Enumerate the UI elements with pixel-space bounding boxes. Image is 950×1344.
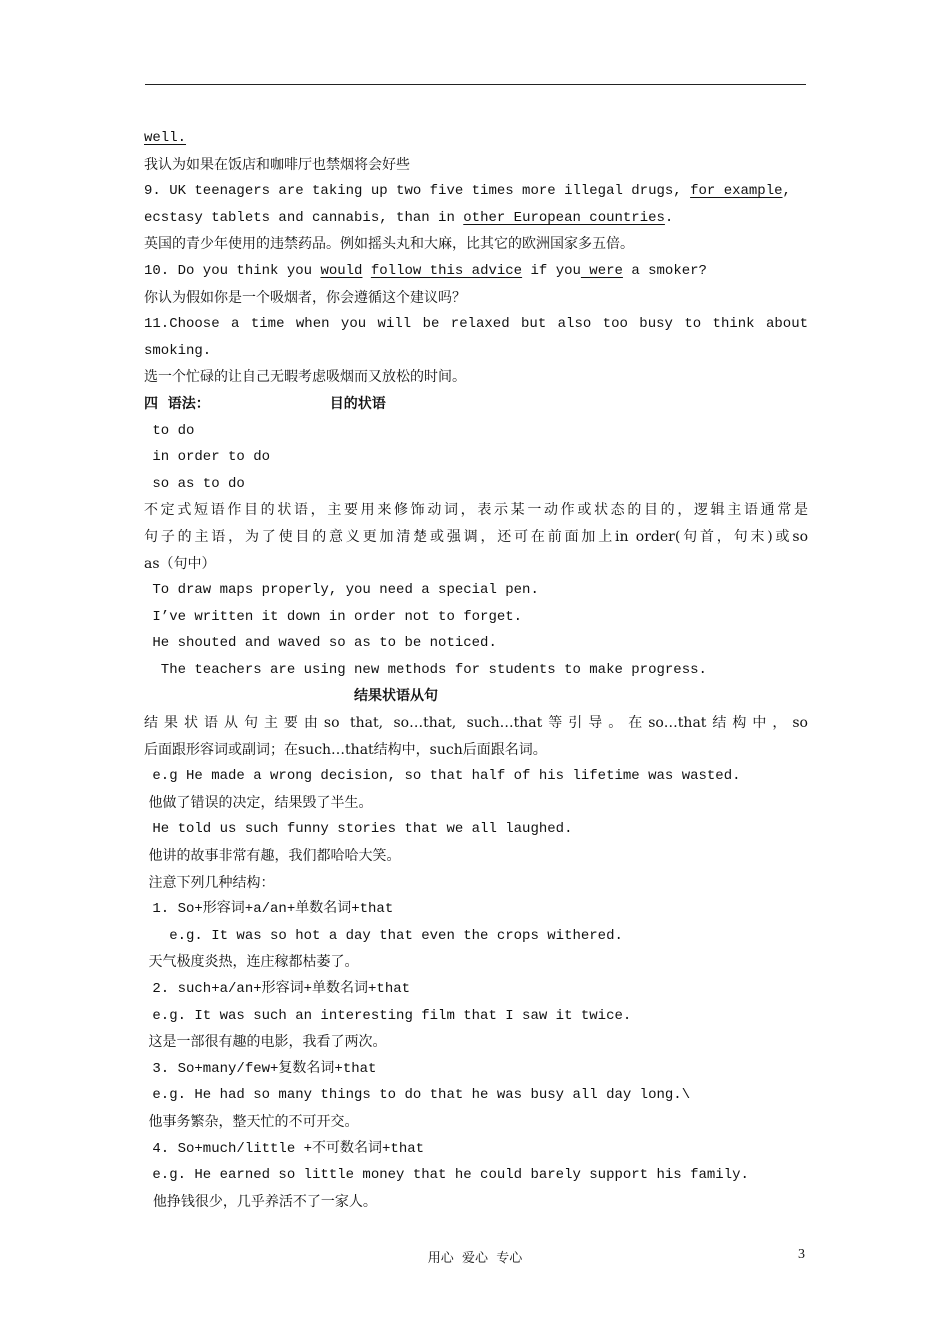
example-line: e.g. He earned so little money that he could barely support his family. xyxy=(144,1167,749,1184)
structure-line: 4. So+much/little +不可数名词+that xyxy=(144,1140,425,1157)
example-line: e.g He made a wrong decision, so that half of his lifetime was wasted. xyxy=(144,768,741,785)
sentence-9-line-2: ecstasy tablets and cannabis, than in other European countries. xyxy=(144,209,674,226)
example-line: He told us such funny stories that we all laughed. xyxy=(144,821,573,838)
pattern-line: so as to do xyxy=(144,475,245,492)
example-line: The teachers are using new methods for students to make progress. xyxy=(144,661,707,678)
example-line: e.g. It was so hot a day that even the crops withered. xyxy=(144,927,623,944)
structure-line: 2. such+a/an+形容词+单数名词+that xyxy=(144,981,411,997)
translation-line: 他挣钱很少，几乎养活不了一家人。 xyxy=(144,1193,377,1210)
page-number: 3 xyxy=(798,1247,805,1262)
structure-line: 1. So+形容词+a/an+单数名词+that xyxy=(144,901,394,918)
translation-line: 他做了错误的决定，结果毁了半生。 xyxy=(144,794,373,811)
structure-line: 3. So+many/few+复数名词+that xyxy=(144,1060,377,1077)
sentence-11-line-1: 11.Choose a time when you will be relaxed but also too busy to think about xyxy=(144,316,808,333)
example-line: e.g. He had so many things to do that he was busy all day long.\ xyxy=(144,1087,691,1104)
text-line: well. xyxy=(144,130,187,146)
sentence-9-line-1: 9. UK teenagers are taking up two five times more illegal drugs, for example, xyxy=(144,183,791,200)
translation-line: 他讲的故事非常有趣，我们都哈哈大笑。 xyxy=(144,848,401,865)
note-line: 注意下列几种结构： xyxy=(144,874,275,891)
explanation-line: 后面跟形容词或副词；在such…that结构中，such后面跟名词。 xyxy=(144,741,547,758)
explanation-line: 结果状语从句主要由so that, so…that, such…that等引导。在so…that结构中，so xyxy=(144,715,808,732)
translation-line: 这是一部很有趣的电影，我看了两次。 xyxy=(144,1034,387,1051)
document-body xyxy=(144,125,808,1215)
section-heading-result-clause: 结果状语从句 xyxy=(354,688,438,705)
translation-line: 他事务繁杂，整天忙的不可开交。 xyxy=(144,1113,359,1130)
example-line: He shouted and waved so as to be noticed. xyxy=(144,635,497,652)
sentence-11-line-2: smoking. xyxy=(144,342,212,359)
pattern-line: to do xyxy=(144,422,195,439)
translation-line: 英国的青少年使用的违禁药品。例如摇头丸和大麻，比其它的欧洲国家多五倍。 xyxy=(144,236,634,253)
translation-line: 我认为如果在饭店和咖啡厅也禁烟将会好些 xyxy=(144,156,410,173)
page-footer xyxy=(0,1247,950,1269)
explanation-line: as（句中） xyxy=(144,555,216,572)
sentence-10: 10. Do you think you would follow this advice if you were a smoker? xyxy=(144,262,707,279)
example-line: e.g. It was such an interesting film that I saw it twice. xyxy=(144,1007,632,1024)
example-line: I’ve written it down in order not to forget. xyxy=(144,608,523,625)
section-heading-grammar: 四 语法： 目的状语 xyxy=(144,395,386,412)
explanation-line: 句子的主语，为了使目的意义更加清楚或强调，还可在前面加上in order(句首，句末)或so xyxy=(144,528,808,545)
translation-line: 选一个忙碌的让自己无暇考虑吸烟而又放松的时间。 xyxy=(144,369,466,386)
translation-line: 你认为假如你是一个吸烟者，你会遵循这个建议吗？ xyxy=(144,289,466,306)
footer-motto: 用心 爱心 专心 xyxy=(427,1251,523,1266)
explanation-line: 不定式短语作目的状语，主要用来修饰动词，表示某一动作或状态的目的，逻辑主语通常是 xyxy=(144,502,808,519)
header-rule xyxy=(145,84,806,85)
example-line: To draw maps properly, you need a special pen. xyxy=(144,582,539,599)
translation-line: 天气极度炎热，连庄稼都枯萎了。 xyxy=(144,954,359,971)
pattern-line: in order to do xyxy=(144,449,271,466)
